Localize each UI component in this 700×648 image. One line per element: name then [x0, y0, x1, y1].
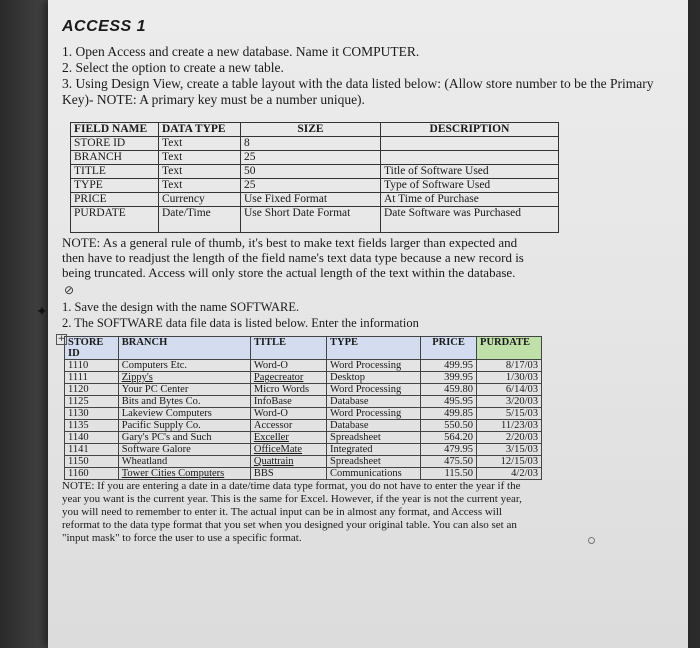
field-name-cell: TITLE	[71, 165, 159, 179]
type-cell: Spreadsheet	[327, 432, 421, 444]
step-item: 1. Open Access and create a new database. Name it COMPUTER.	[62, 44, 420, 59]
table-row	[71, 193, 559, 207]
data-type-cell: Text	[159, 179, 241, 193]
table-row	[65, 372, 542, 384]
table-row	[71, 207, 559, 233]
purdate-cell: 6/14/03	[477, 384, 542, 396]
size-cell: 50	[241, 165, 381, 179]
title-cell: Exceller	[250, 432, 326, 444]
header-field-name: FIELD NAME	[71, 123, 159, 137]
type-cell: Desktop	[327, 372, 421, 384]
data-type-cell: Currency	[159, 193, 241, 207]
table-row	[71, 137, 559, 151]
design-table-header	[71, 123, 559, 137]
purdate-cell: 4/2/03	[477, 468, 542, 480]
table-row	[65, 468, 542, 480]
title-cell: Word-O	[250, 408, 326, 420]
price-cell: 499.95	[421, 360, 477, 372]
title-cell: Micro Words	[250, 384, 326, 396]
header-price: PRICE	[421, 337, 477, 360]
header-purdate: PURDATE	[477, 337, 542, 360]
price-cell: 479.95	[421, 444, 477, 456]
type-cell: Database	[327, 420, 421, 432]
price-cell: 475.50	[421, 456, 477, 468]
branch-cell: Lakeview Computers	[118, 408, 250, 420]
title-cell: InfoBase	[250, 396, 326, 408]
title-cell: OfficeMate	[250, 444, 326, 456]
header-branch: BRANCH	[118, 337, 250, 360]
table-row	[71, 165, 559, 179]
store-id-cell: 1150	[65, 456, 119, 468]
purdate-cell: 2/20/03	[477, 432, 542, 444]
data-type-cell: Date/Time	[159, 207, 241, 233]
table-row	[65, 420, 542, 432]
field-name-cell: PURDATE	[71, 207, 159, 233]
purdate-cell: 1/30/03	[477, 372, 542, 384]
data-type-cell: Text	[159, 165, 241, 179]
price-cell: 459.80	[421, 384, 477, 396]
store-id-cell: 1140	[65, 432, 119, 444]
field-name-cell: PRICE	[71, 193, 159, 207]
table-row	[71, 179, 559, 193]
store-id-cell: 1135	[65, 420, 119, 432]
table-row	[65, 384, 542, 396]
type-cell: Word Processing	[327, 384, 421, 396]
header-type: TYPE	[327, 337, 421, 360]
document-content	[57, 18, 662, 545]
table-row	[65, 456, 542, 468]
header-description: DESCRIPTION	[381, 123, 559, 137]
type-cell: Word Processing	[327, 360, 421, 372]
header-data-type: DATA TYPE	[159, 123, 241, 137]
store-id-cell: 1120	[65, 384, 119, 396]
store-id-cell: 1130	[65, 408, 119, 420]
size-cell: 8	[241, 137, 381, 151]
field-name-cell: TYPE	[71, 179, 159, 193]
size-cell: 25	[241, 179, 381, 193]
purdate-cell: 3/15/03	[477, 444, 542, 456]
description-cell	[381, 151, 559, 165]
data-type-cell: Text	[159, 151, 241, 165]
field-name-cell: STORE ID	[71, 137, 159, 151]
purdate-cell: 8/17/03	[477, 360, 542, 372]
branch-cell: Software Galore	[118, 444, 250, 456]
rule-of-thumb-note: NOTE: As a general rule of thumb, it's best to make text fields larger than expected and then have to readjust the length of the field name's text data type because a new record is being truncated. Access will only store the actual length of the text within the database.	[62, 235, 524, 280]
title-cell: BBS	[250, 468, 326, 480]
check-circle-icon: ⊘	[64, 283, 75, 297]
type-cell: Word Processing	[327, 408, 421, 420]
size-cell: 25	[241, 151, 381, 165]
size-cell: Use Fixed Format	[241, 193, 381, 207]
store-id-cell: 1110	[65, 360, 119, 372]
price-cell: 495.95	[421, 396, 477, 408]
software-data-table	[64, 336, 542, 480]
type-cell: Database	[327, 396, 421, 408]
field-name-cell: BRANCH	[71, 151, 159, 165]
branch-cell: Tower Cities Computers	[118, 468, 250, 480]
step-item: 3. Using Design View, create a table layout with the data listed below: (Allow store number to be the Primary Key)- NOTE: A primary key must be a number unique).	[62, 76, 654, 107]
sub-step: 1. Save the design with the name SOFTWARE.	[62, 300, 300, 314]
branch-cell: Zippy's	[118, 372, 250, 384]
page-title: ACCESS 1	[62, 18, 147, 35]
step-item: 2. Select the option to create a new table.	[62, 60, 284, 75]
price-cell: 564.20	[421, 432, 477, 444]
title-cell: Pagecreator	[250, 372, 326, 384]
store-id-cell: 1160	[65, 468, 119, 480]
design-table	[70, 122, 559, 233]
store-id-cell: 1141	[65, 444, 119, 456]
title-cell: Accessor	[250, 420, 326, 432]
price-cell: 499.85	[421, 408, 477, 420]
branch-cell: Pacific Supply Co.	[118, 420, 250, 432]
date-entry-note: NOTE: If you are entering a date in a date/time data type format, you do not have to enter the year if the year you want is the current year. This is the same for Excel. However, if the year is not the current year, you will need to remember to enter it. The actual input can be in almost any format, and Access will reformat to the data type format that you set when you designed your original table. You can also set an "input mask" to force the user to use a specific format.	[62, 480, 522, 544]
header-store-id: STORE ID	[65, 337, 119, 360]
plus-box-icon[interactable]: +	[57, 334, 66, 344]
steps-list	[62, 44, 662, 108]
header-title: TITLE	[250, 337, 326, 360]
data-table-header	[65, 337, 542, 360]
purdate-cell: 3/20/03	[477, 396, 542, 408]
branch-cell: Wheatland	[118, 456, 250, 468]
store-id-cell: 1111	[65, 372, 119, 384]
description-cell: Date Software was Purchased	[381, 207, 559, 233]
purdate-cell: 5/15/03	[477, 408, 542, 420]
purdate-cell: 12/15/03	[477, 456, 542, 468]
title-cell: Word-O	[250, 360, 326, 372]
table-row	[65, 360, 542, 372]
purdate-cell: 11/23/03	[477, 420, 542, 432]
type-cell: Integrated	[327, 444, 421, 456]
description-cell: Title of Software Used	[381, 165, 559, 179]
data-type-cell: Text	[159, 137, 241, 151]
description-cell: At Time of Purchase	[381, 193, 559, 207]
price-cell: 550.50	[421, 420, 477, 432]
price-cell: 399.95	[421, 372, 477, 384]
pin-icon: ✦	[36, 304, 48, 320]
branch-cell: Computers Etc.	[118, 360, 250, 372]
size-cell: Use Short Date Format	[241, 207, 381, 233]
header-size: SIZE	[241, 123, 381, 137]
description-cell	[381, 137, 559, 151]
data-grid	[57, 334, 662, 480]
branch-cell: Bits and Bytes Co.	[118, 396, 250, 408]
sub-step: 2. The SOFTWARE data file data is listed below. Enter the information	[62, 316, 419, 330]
table-row	[65, 444, 542, 456]
branch-cell: Gary's PC's and Such	[118, 432, 250, 444]
table-row	[65, 396, 542, 408]
type-cell: Communications	[327, 468, 421, 480]
table-row	[65, 408, 542, 420]
branch-cell: Your PC Center	[118, 384, 250, 396]
type-cell: Spreadsheet	[327, 456, 421, 468]
store-id-cell: 1125	[65, 396, 119, 408]
price-cell: 115.50	[421, 468, 477, 480]
table-row	[71, 151, 559, 165]
table-row	[65, 432, 542, 444]
description-cell: Type of Software Used	[381, 179, 559, 193]
title-cell: Quattrain	[250, 456, 326, 468]
